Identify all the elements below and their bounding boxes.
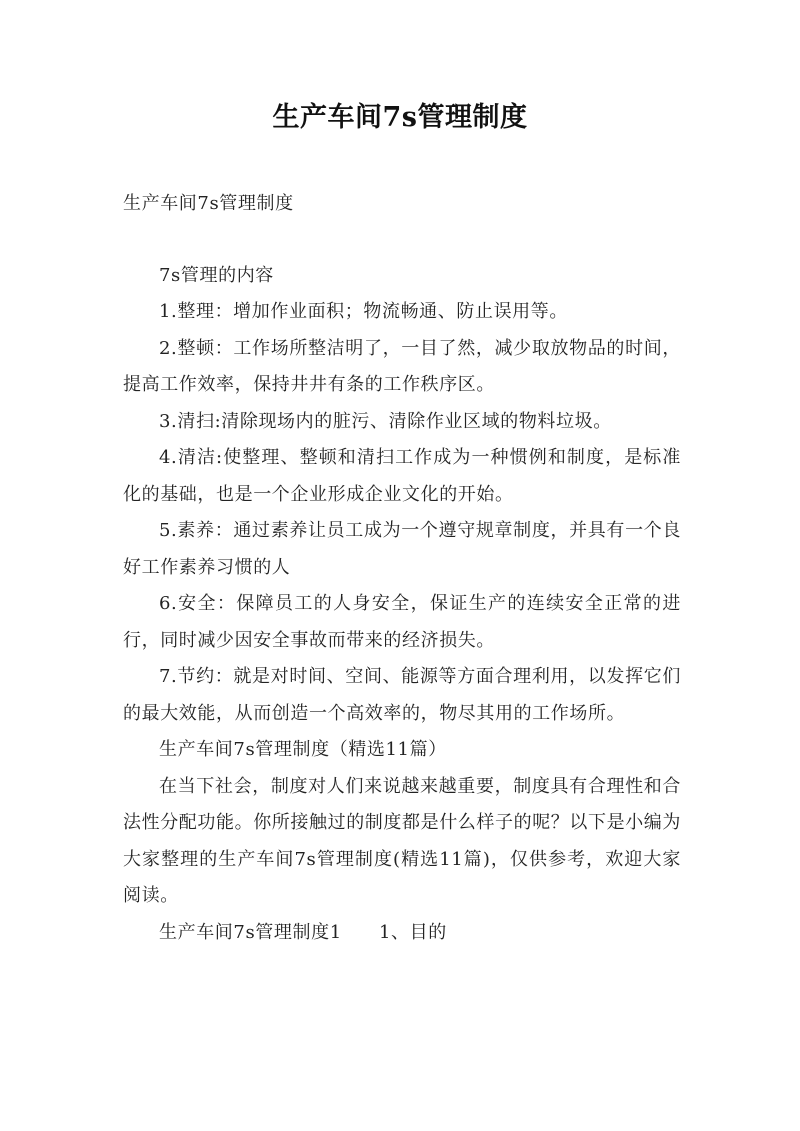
document-body [123, 186, 681, 951]
list-item: 3.清扫:清除现场内的脏污、清除作业区域的物料垃圾。 [159, 410, 612, 432]
list-item: 1.整理：增加作业面积；物流畅通、防止误用等。 [159, 301, 568, 322]
list-item: 2.整顿：工作场所整洁明了，一目了然，减少取放物品的时间，提高工作效率，保持井井有条的工作秩序区。 [123, 337, 681, 395]
heading-line: 生产车间7s管理制度 [123, 193, 294, 214]
list-item: 6.安全：保障员工的人身安全，保证生产的连续安全正常的进行，同时减少因安全事故而带来的经济损失。 [123, 593, 681, 651]
section-heading: 生产车间7s管理制度1 1、目的 [159, 921, 447, 943]
subtitle: 生产车间7s管理制度（精选11篇） [159, 739, 447, 760]
list-item: 4.清洁:使整理、整顿和清扫工作成为一种惯例和制度，是标准化的基础，也是一个企业形成企业文化的开始。 [123, 447, 681, 505]
list-item: 7.节约：就是对时间、空间、能源等方面合理利用，以发挥它们的最大效能，从而创造一个高效率的，物尽其用的工作场所。 [123, 666, 681, 724]
list-item: 5.素养：通过素养让员工成为一个遵守规章制度，并具有一个良好工作素养习惯的人 [123, 520, 681, 578]
intro-paragraph: 在当下社会，制度对人们来说越来越重要，制度具有合理性和合法性分配功能。你所接触过的制度都是什么样子的呢？以下是小编为大家整理的生产车间7s管理制度(精选11篇)，仅供参考，欢迎大家阅读。 [123, 775, 681, 906]
document-title: 生产车间7s管理制度 [272, 102, 528, 133]
section-title: 7s管理的内容 [159, 264, 274, 286]
